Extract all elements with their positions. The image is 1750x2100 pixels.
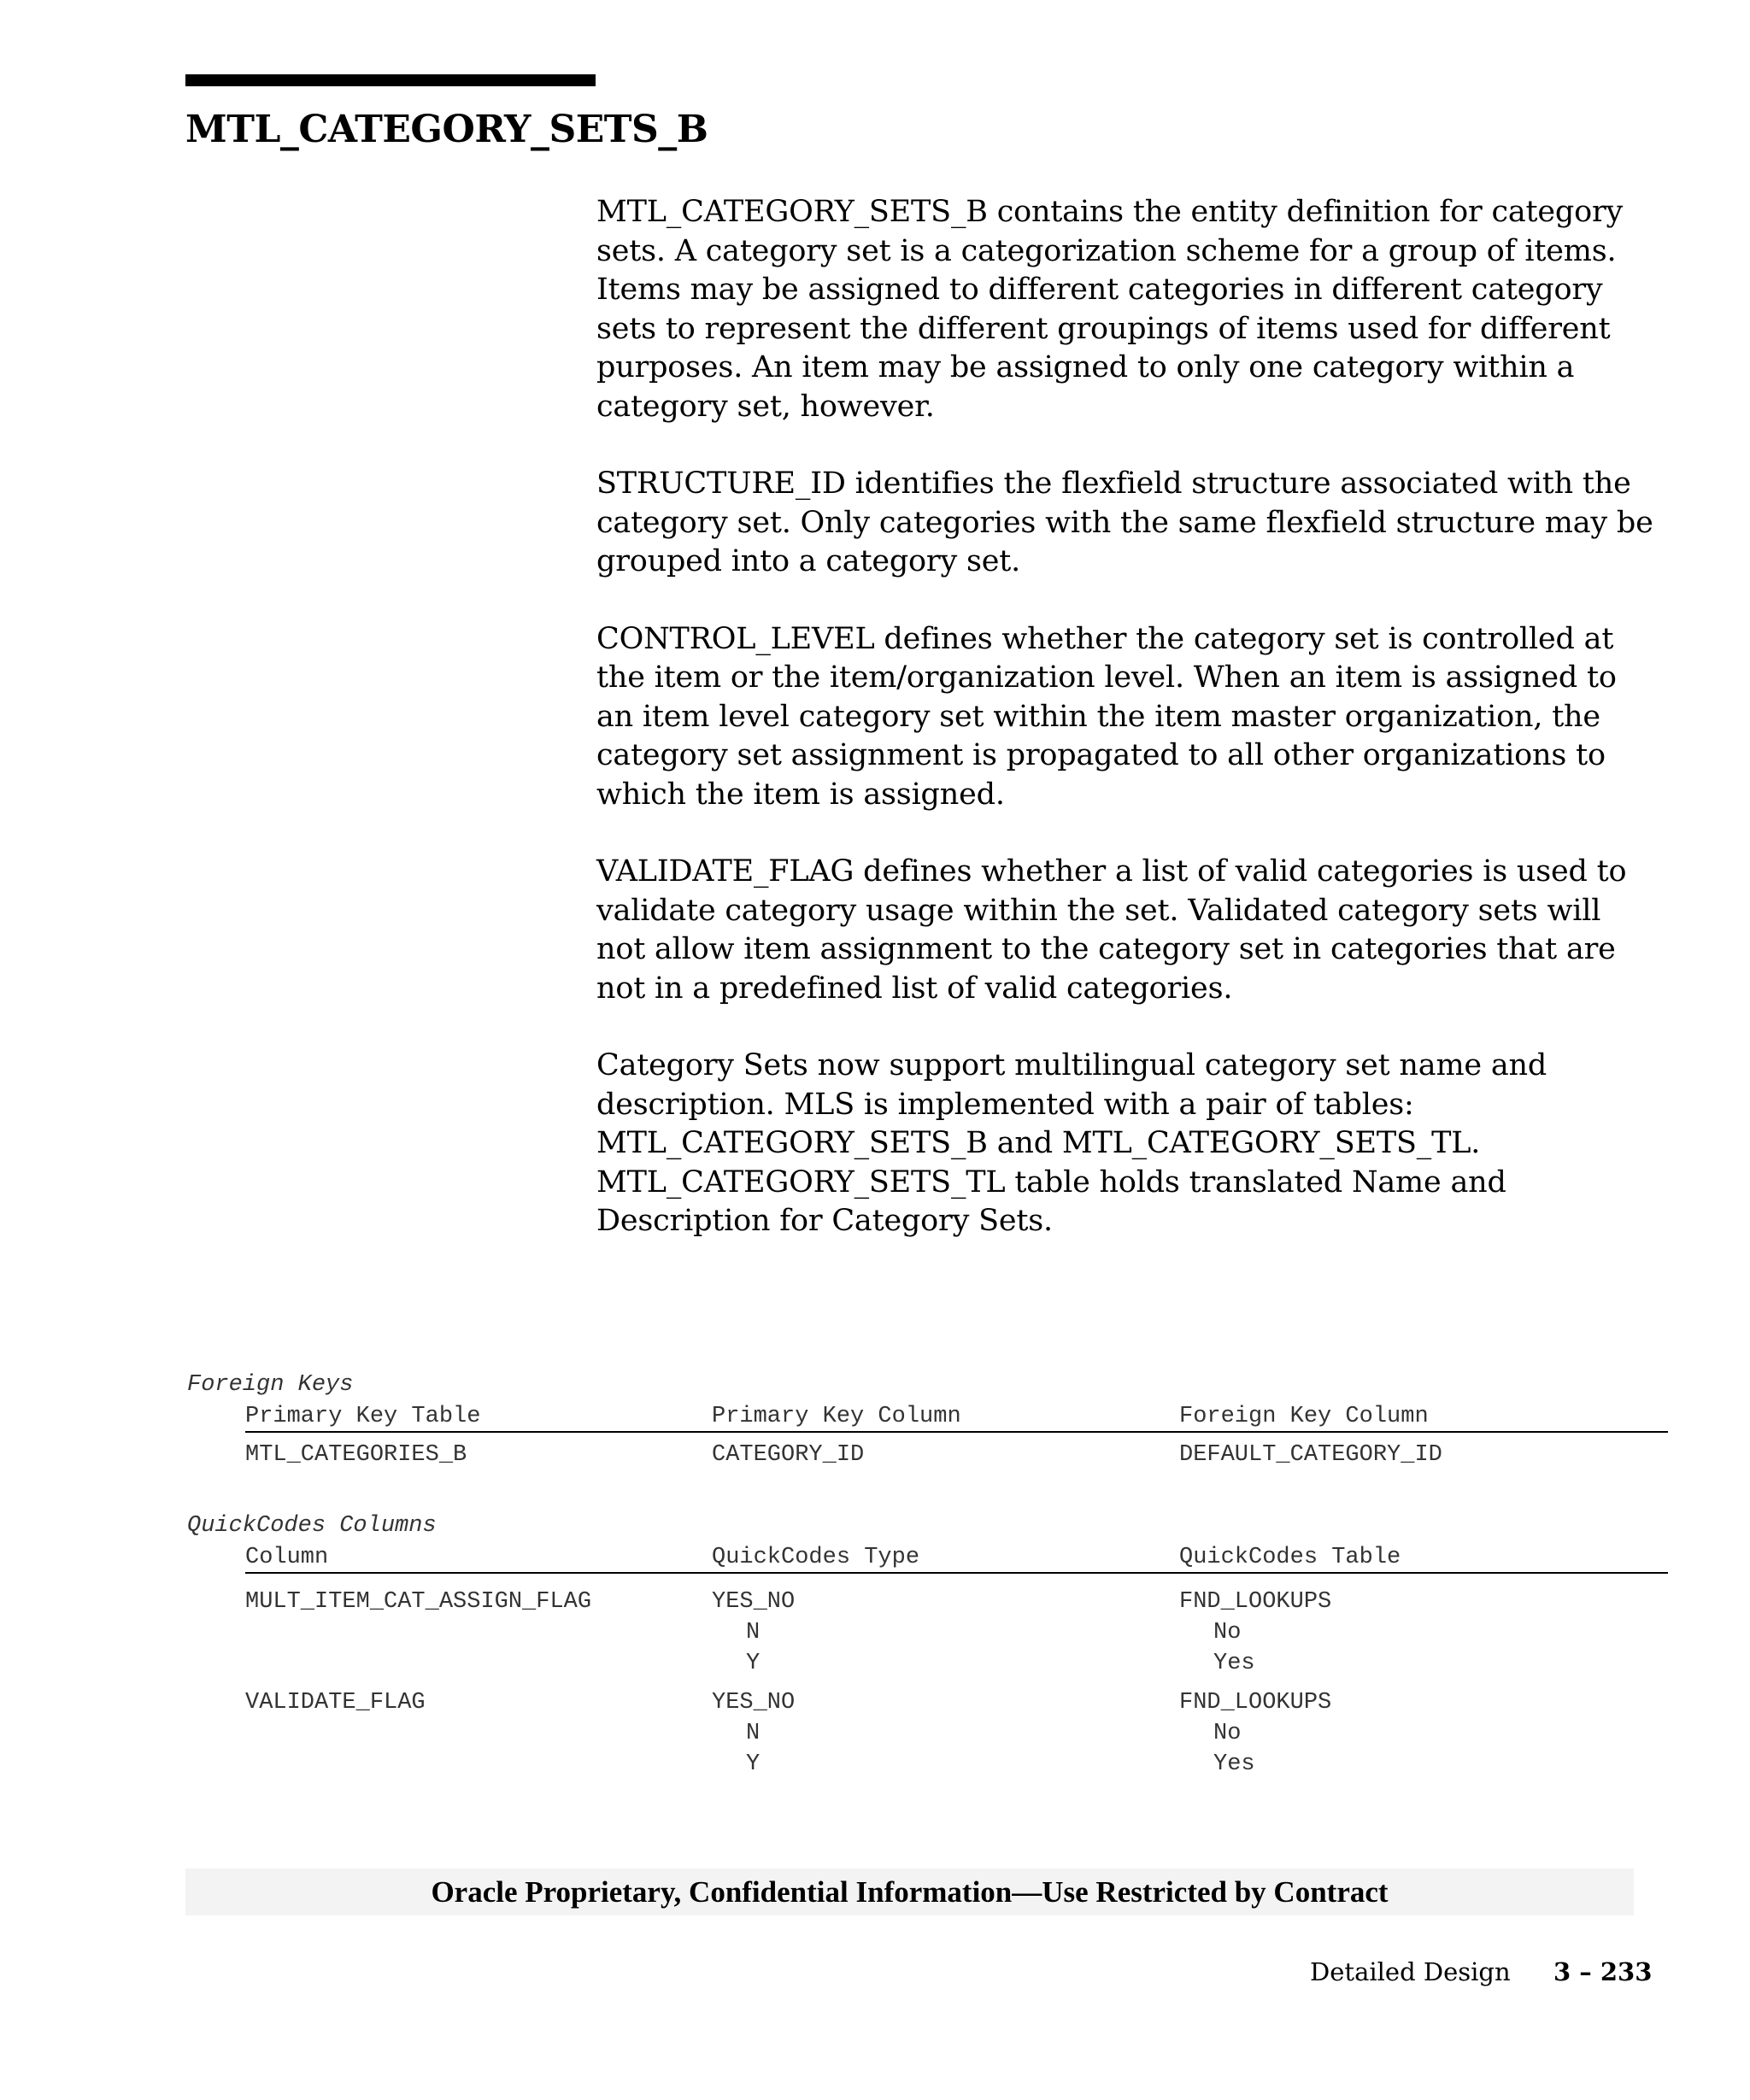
qc-header-type: QuickCodes Type: [712, 1545, 920, 1570]
fk-cell-primary-key-table: MTL_CATEGORIES_B: [245, 1442, 467, 1468]
confidentiality-notice: Oracle Proprietary, Confidential Information––Use Restricted by Contract: [431, 1875, 1389, 1909]
paragraph-validate-flag: VALIDATE_FLAG defines whether a list of valid categories is used to validate category usage within the set. Validated category sets will not allow item assignment to the category set in categories that are not in a predefined list of valid categories.: [596, 854, 1627, 1006]
qc-row-2-meaning-no: No: [1213, 1721, 1242, 1746]
quickcodes-label: QuickCodes Columns: [187, 1513, 437, 1539]
qc-header-column: Column: [245, 1545, 329, 1570]
qc-row-1-column: MULT_ITEM_CAT_ASSIGN_FLAG: [245, 1589, 592, 1615]
title-rule: [185, 74, 596, 86]
qc-row-1-meaning-yes: Yes: [1213, 1651, 1255, 1676]
fk-header-foreign-key-column: Foreign Key Column: [1179, 1404, 1429, 1429]
qc-row-1-code-n: N: [746, 1620, 760, 1645]
qc-row-2-table: FND_LOOKUPS: [1179, 1690, 1332, 1716]
qc-row-2-meaning-yes: Yes: [1213, 1751, 1255, 1777]
qc-row-2-code-n: N: [746, 1721, 760, 1746]
paragraph-overview: MTL_CATEGORY_SETS_B contains the entity definition for category sets. A category set is a categorization scheme for a group of items. Items may be assigned to different categories in different category sets to represent the different groupings of items used for different purposes. An item may be assigned to only one category within a category set, however.: [596, 195, 1624, 424]
footer-section-name: Detailed Design: [1310, 1957, 1511, 1986]
qc-header-rule: [245, 1572, 1668, 1574]
fk-header-primary-key-table: Primary Key Table: [245, 1404, 481, 1429]
fk-cell-primary-key-column: CATEGORY_ID: [712, 1442, 865, 1468]
qc-header-table: QuickCodes Table: [1179, 1545, 1401, 1570]
page-number: 3 – 233: [1553, 1957, 1653, 1986]
page-title: MTL_CATEGORY_SETS_B: [185, 108, 708, 151]
qc-row-2-type: YES_NO: [712, 1690, 796, 1716]
paragraph-control-level: CONTROL_LEVEL defines whether the category set is controlled at the item or the item/organization level. When an item is assigned to an item level category set within the item master organization, the category set assignment is propagated to all other organizations to which the item is assigned.: [596, 621, 1617, 812]
qc-row-2-code-y: Y: [746, 1751, 760, 1777]
qc-row-1-table: FND_LOOKUPS: [1179, 1589, 1332, 1615]
qc-row-2-column: VALIDATE_FLAG: [245, 1690, 426, 1716]
qc-row-1-type: YES_NO: [712, 1589, 796, 1615]
qc-row-1-meaning-no: No: [1213, 1620, 1242, 1645]
fk-header-primary-key-column: Primary Key Column: [712, 1404, 961, 1429]
foreign-keys-label: Foreign Keys: [187, 1372, 354, 1398]
fk-cell-foreign-key-column: DEFAULT_CATEGORY_ID: [1179, 1442, 1442, 1468]
paragraph-structure-id: STRUCTURE_ID identifies the flexfield structure associated with the category set. Only categories with the same flexfield structure may be grouped into a category set.: [596, 466, 1653, 578]
description-body: [596, 193, 1656, 1280]
confidentiality-banner: [185, 1868, 1634, 1915]
fk-header-rule: [245, 1431, 1668, 1433]
qc-row-1-code-y: Y: [746, 1651, 760, 1676]
paragraph-mls: Category Sets now support multilingual category set name and description. MLS is implemented with a pair of tables: MTL_CATEGORY_SETS_B and MTL_CATEGORY_SETS_TL. MTL_CATEGORY_SETS_TL table holds translated Name and Description for Category Sets.: [596, 1048, 1547, 1238]
